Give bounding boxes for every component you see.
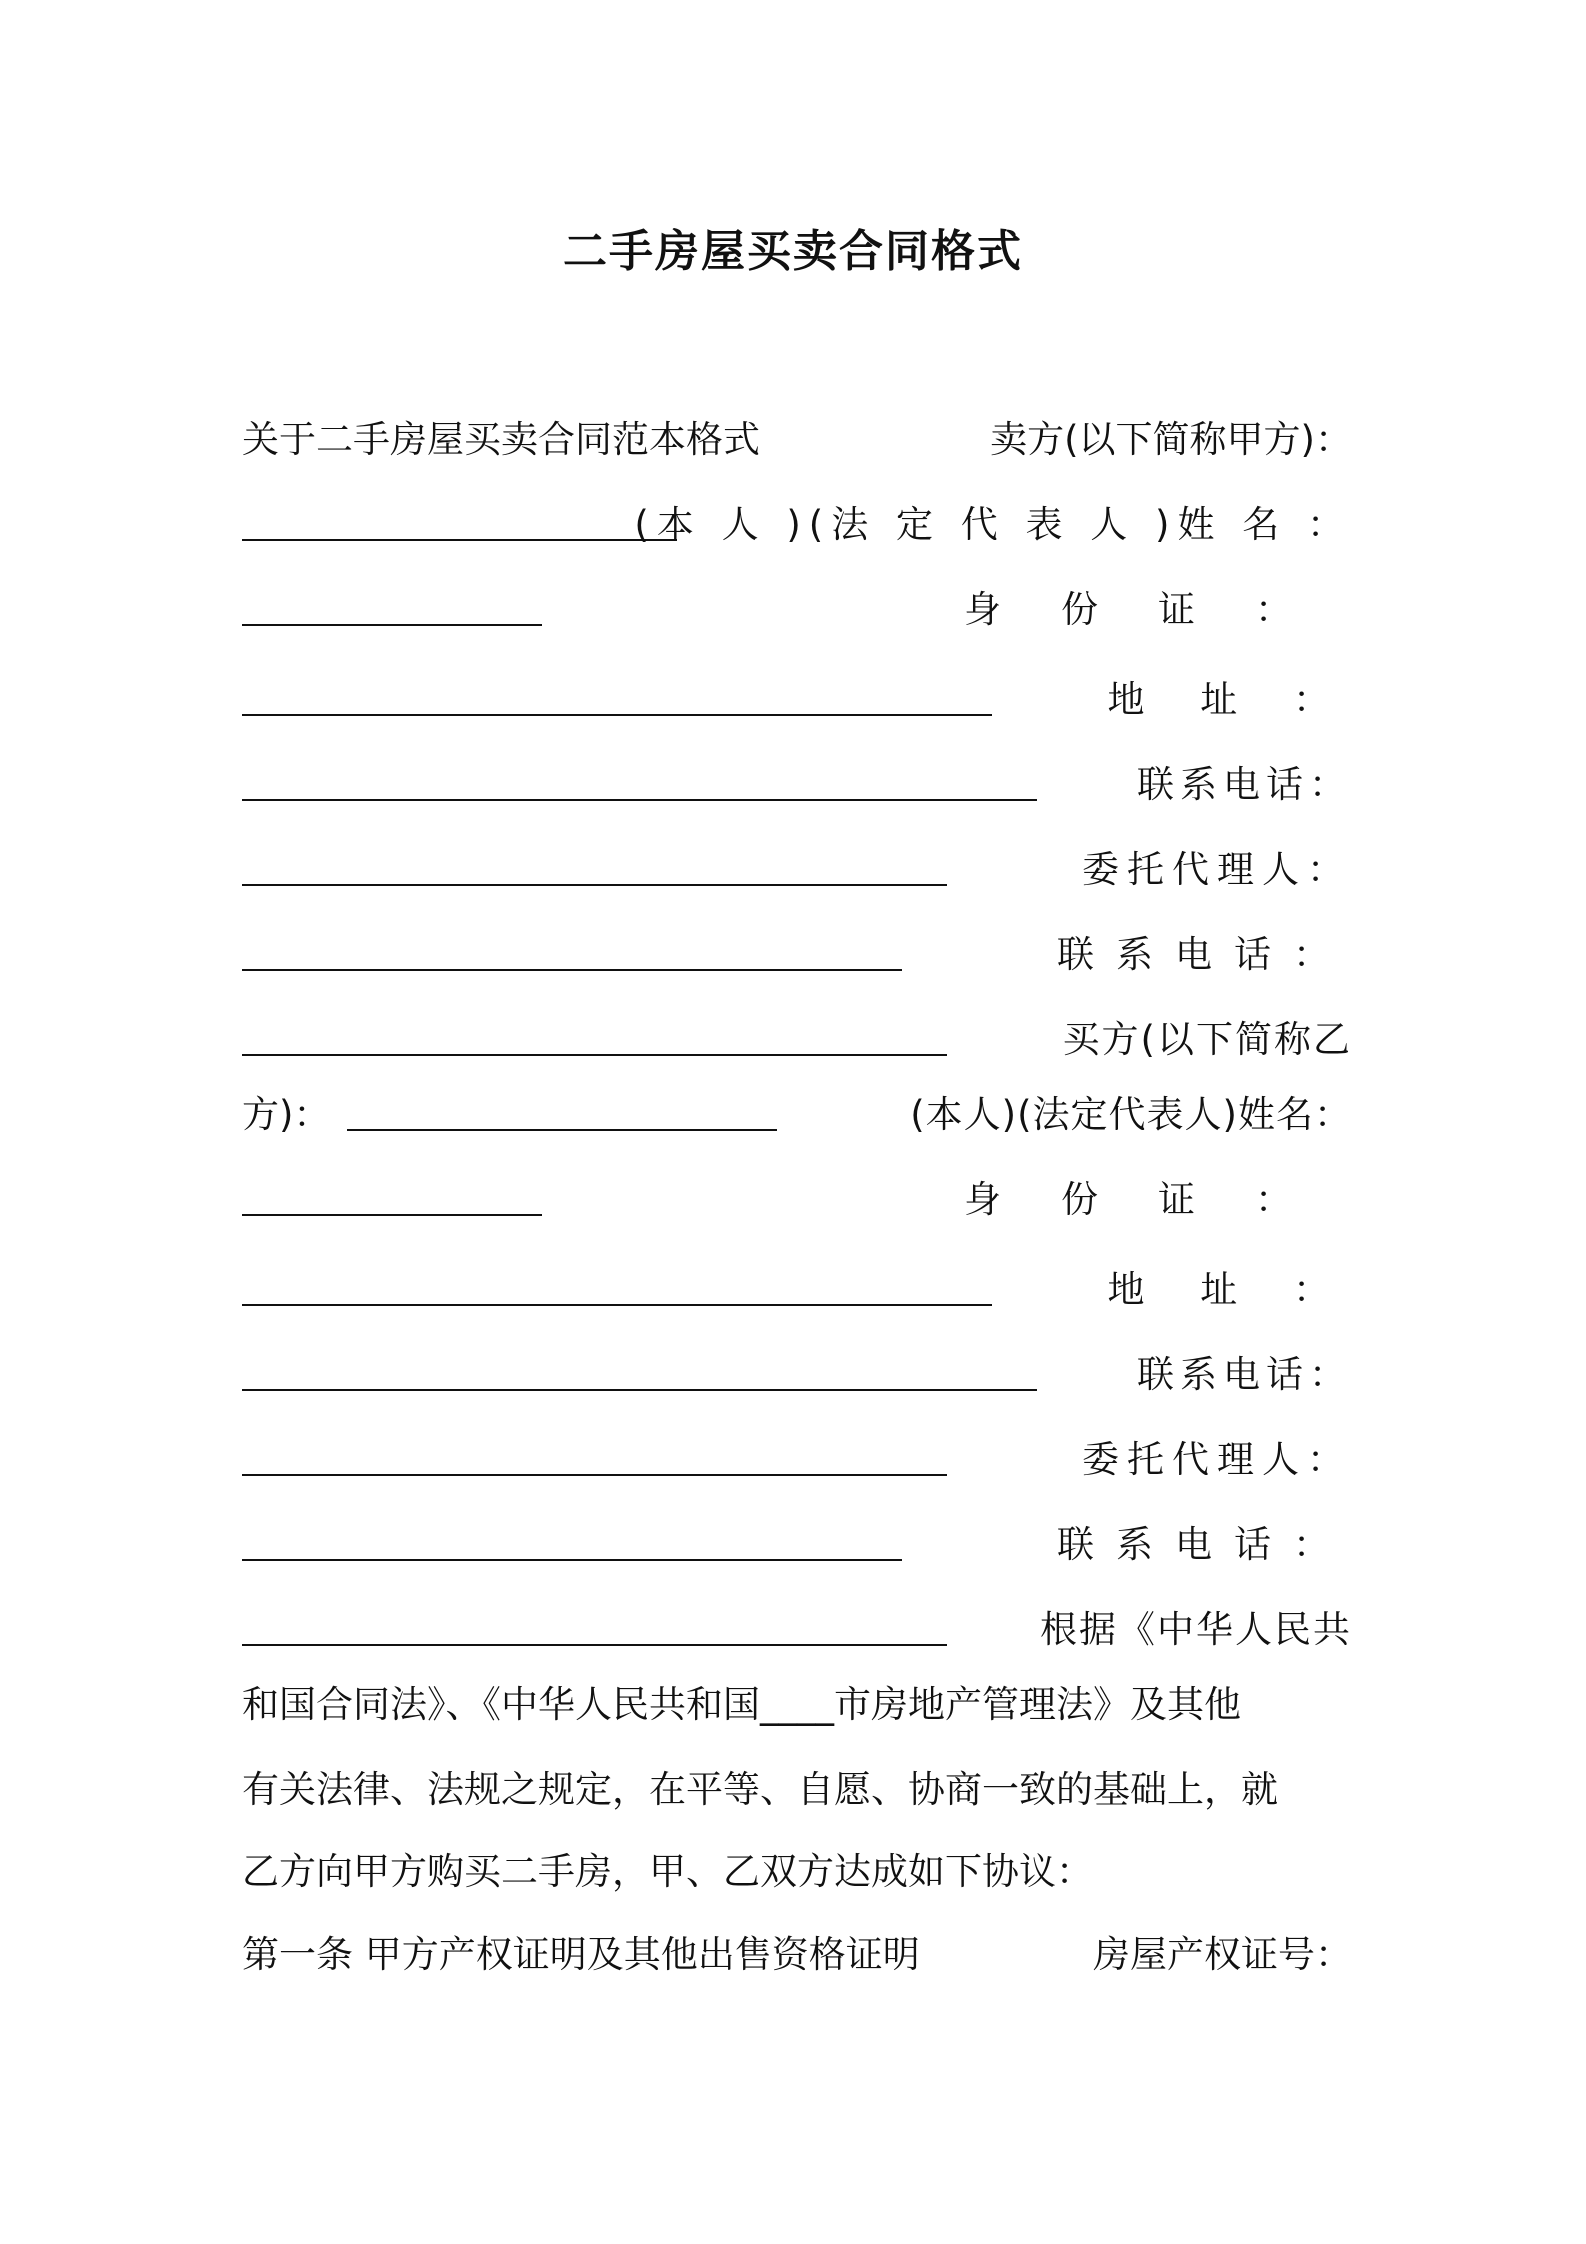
- seller-id-label: 身份证：: [964, 588, 1352, 631]
- blank-line: [242, 799, 1037, 801]
- buyer-blank-row-2: [242, 1170, 1352, 1230]
- cert-number-label: 房屋产权证号：: [1093, 1933, 1352, 1976]
- seller-blank-row-5: [242, 840, 1352, 900]
- basis-line-2: 和国合同法》、《中华人民共和国____市房地产管理法》及其他: [242, 1683, 1241, 1726]
- blank-line: [242, 1644, 947, 1646]
- buyer-name-label: (本人)(法定代表人)姓名：: [910, 1093, 1352, 1136]
- article-1-heading: 第一条 甲方产权证明及其他出售资格证明: [242, 1933, 920, 1976]
- blank-line: [242, 624, 542, 626]
- buyer-blank-row-6: [242, 1515, 1352, 1575]
- seller-address-label: 地 址 ：: [1107, 678, 1352, 721]
- buyer-agent-label: 委托代理人：: [1082, 1438, 1352, 1481]
- blank-line: [242, 1474, 947, 1476]
- seller-blank-row-6: [242, 925, 1352, 985]
- blank-line: [242, 1054, 947, 1056]
- document-title: 二手房屋买卖合同格式: [563, 226, 1023, 277]
- buyer-heading: 买方(以下简称乙: [1062, 1018, 1352, 1061]
- seller-blank-row-4: [242, 755, 1352, 815]
- blank-line: [242, 969, 902, 971]
- buyer-blank-row-5: [242, 1430, 1352, 1490]
- buyer-intro-row: [242, 1010, 1352, 1070]
- buyer-agent-phone-label: 联系电话：: [1057, 1523, 1352, 1566]
- blank-line: [242, 1304, 992, 1306]
- buyer-id-label: 身份证：: [964, 1178, 1352, 1221]
- basis-line-4: 乙方向甲方购买二手房，甲、乙双方达成如下协议：: [242, 1850, 1093, 1893]
- blank-line: [242, 1559, 902, 1561]
- buyer-phone-label: 联系电话：: [1137, 1353, 1352, 1396]
- buyer-address-label: 地 址 ：: [1107, 1268, 1352, 1311]
- buyer-blank-row-3: [242, 1260, 1352, 1320]
- basis-start: 根据《中华人民共: [1040, 1608, 1352, 1651]
- intro-heading: 关于二手房屋买卖合同范本格式: [242, 418, 760, 461]
- blank-line: [347, 1129, 777, 1131]
- basis-line-3: 有关法律、法规之规定，在平等、自愿、协商一致的基础上，就: [242, 1768, 1278, 1811]
- seller-agent-label: 委托代理人：: [1082, 848, 1352, 891]
- seller-agent-phone-label: 联系电话：: [1057, 933, 1352, 976]
- buyer-heading-cont: 方)：: [242, 1093, 331, 1136]
- seller-name-label: (本 人 )(法 定 代 表 人 )姓 名 ：: [634, 503, 1352, 546]
- buyer-blank-row-4: [242, 1345, 1352, 1405]
- article-1-row: [242, 1925, 1352, 1985]
- buyer-name-row: [242, 1085, 1352, 1145]
- seller-blank-row-1: [242, 495, 1352, 555]
- seller-heading: 卖方(以下简称甲方)：: [990, 418, 1352, 461]
- blank-line: [242, 1389, 1037, 1391]
- seller-blank-row-2: [242, 580, 1352, 640]
- blank-line: [242, 1214, 542, 1216]
- intro-row: [242, 410, 1352, 470]
- seller-blank-row-3: [242, 670, 1352, 730]
- blank-line: [242, 714, 992, 716]
- blank-line: [242, 539, 677, 541]
- basis-start-row: [242, 1600, 1352, 1660]
- blank-line: [242, 884, 947, 886]
- seller-phone-label: 联系电话：: [1137, 763, 1352, 806]
